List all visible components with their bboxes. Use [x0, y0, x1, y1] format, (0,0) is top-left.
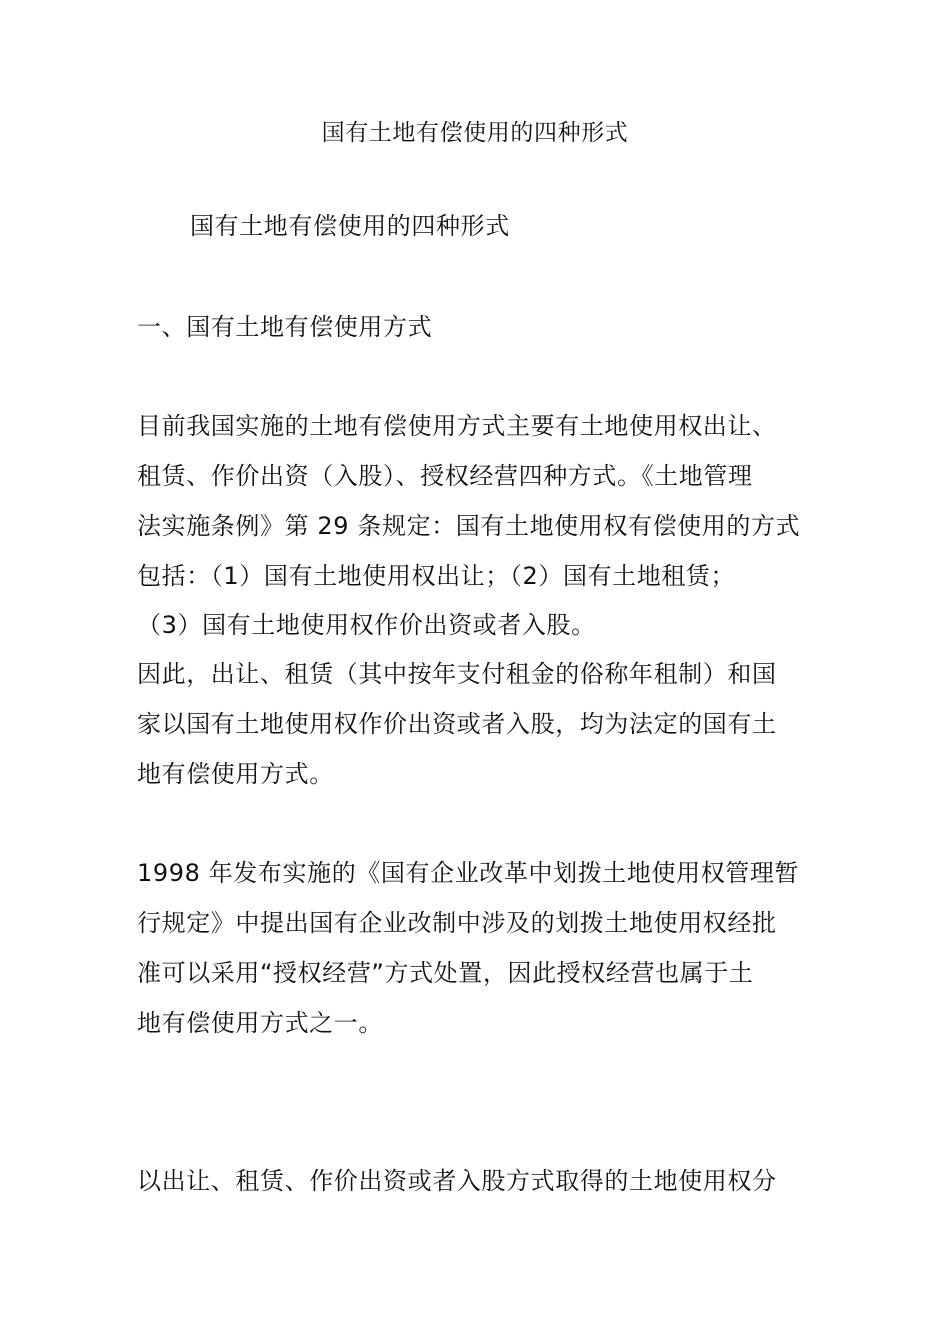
paragraph-line: 包括：（1）国有土地使用权出让；（2）国有土地租赁；	[137, 562, 736, 590]
paragraph-line: 行规定》中提出国有企业改制中涉及的划拨土地使用权经批	[137, 909, 777, 937]
paragraph-line: （3）国有土地使用权作价出资或者入股。	[137, 611, 596, 639]
paragraph-line: 地有偿使用方式之一。	[137, 1009, 383, 1037]
paragraph-line: 1998 年发布实施的《国有企业改革中划拨土地使用权管理暂	[137, 859, 800, 887]
section-heading: 一、国有土地有偿使用方式	[137, 313, 433, 341]
paragraph-line: 地有偿使用方式。	[137, 760, 334, 788]
paragraph-line: 以出让、租赁、作价出资或者入股方式取得的土地使用权分	[137, 1167, 777, 1195]
document-title: 国有土地有偿使用的四种形式	[321, 120, 629, 146]
paragraph-line: 准可以采用“授权经营”方式处置，因此授权经营也属于土	[137, 959, 754, 987]
paragraph-line: 目前我国实施的土地有偿使用方式主要有土地使用权出让、	[137, 412, 777, 440]
paragraph-line: 法实施条例》第 29 条规定：国有土地使用权有偿使用的方式	[137, 512, 801, 540]
paragraph-line: 因此，出让、租赁（其中按年支付租金的俗称年租制）和国	[137, 660, 777, 688]
document-subtitle: 国有土地有偿使用的四种形式	[190, 212, 510, 240]
paragraph-line: 家以国有土地使用权作价出资或者入股，均为法定的国有土	[137, 710, 777, 738]
paragraph-line: 租赁、作价出资（入股）、授权经营四种方式。《土地管理	[137, 462, 753, 490]
